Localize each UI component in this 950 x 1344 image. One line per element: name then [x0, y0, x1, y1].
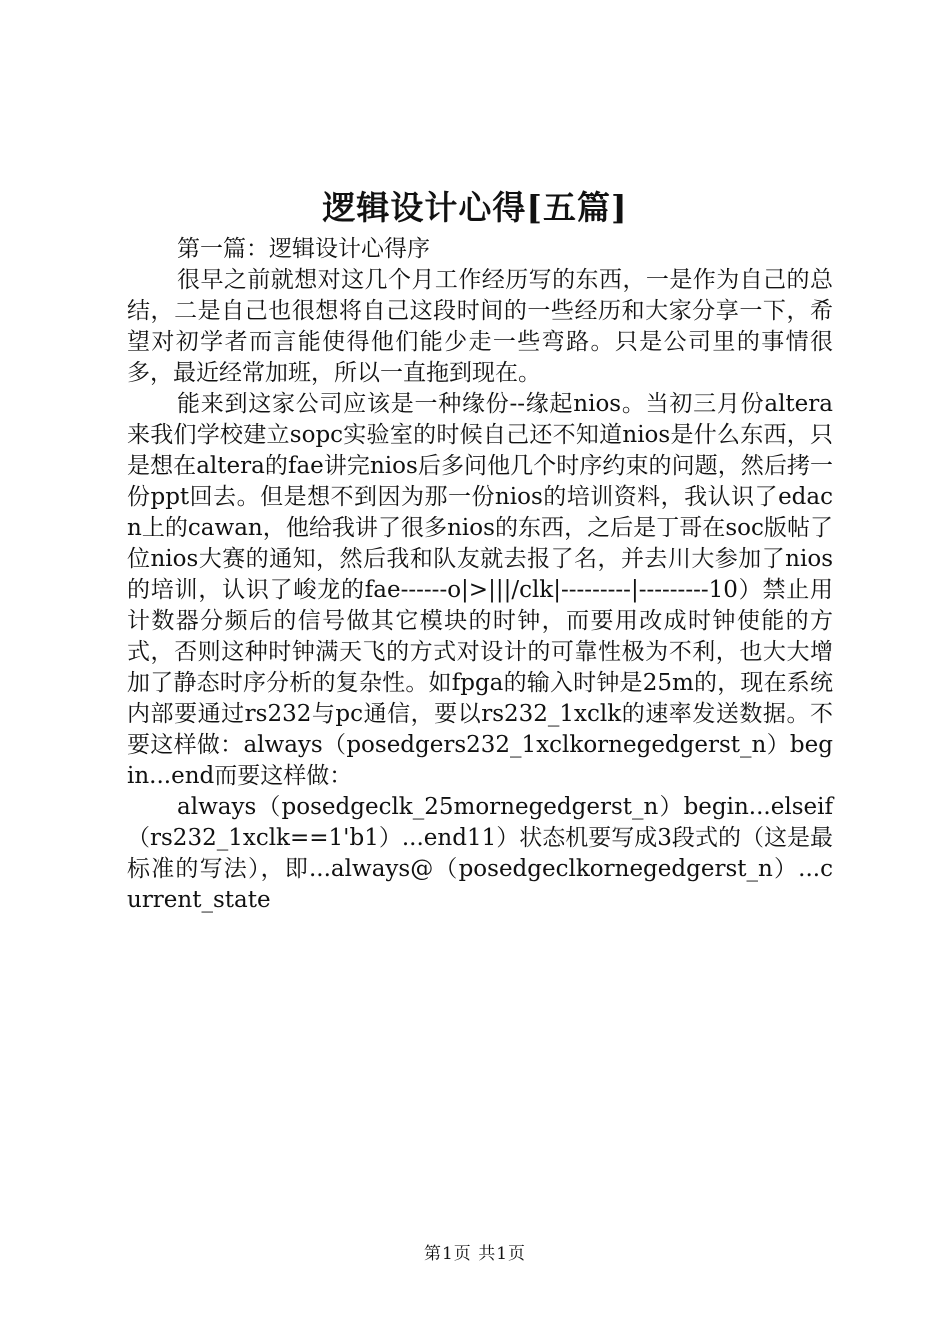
- document-title: 逻辑设计心得[五篇]: [322, 188, 628, 227]
- paragraph-nios: 能来到这家公司应该是一种缘份--缘起nios。当初三月份altera来我们学校建立sopc实验室的时候自己还不知道nios是什么东西，只是想在altera的fae讲完nios后多问他几个时序约束的问题，然后拷一份ppt回去。但是想不到因为那一份nios的培训资料，我认识了edacn上的cawan，他给我讲了很多nios的东西，之后是丁哥在soc版帖了位nios大赛的通知，然后我和队友就去报了名，并去川大参加了nios的培训，认识了峻龙的fae------o|>|||/clk|---------|---------10）禁止用计数器分频后的信号做其它模块的时钟，而要用改成时钟使能的方式，否则这种时钟满天飞的方式对设计的可靠性极为不利，也大大增加了静态时序分析的复杂性。如fpga的输入时钟是25m的，现在系统内部要通过rs232与pc通信，要以rs232_1xclk的速率发送数据。不要这样做：always（posedgers232_1xclkornegedgerst_n）begin...end而要这样做：: [127, 391, 833, 789]
- page-footer: 第1页 共1页: [423, 1244, 527, 1264]
- section-heading: 第一篇：逻辑设计心得序: [177, 236, 430, 262]
- document-body: [127, 234, 833, 916]
- paragraph-intro: 很早之前就想对这几个月工作经历写的东西，一是作为自己的总结，二是自己也很想将自己这段时间的一些经历和大家分享一下，希望对初学者而言能使得他们能少走一些弯路。只是公司里的事情很多，最近经常加班，所以一直拖到现在。: [127, 267, 833, 386]
- paragraph-always: always（posedgeclk_25mornegedgerst_n）begin...elseif（rs232_1xclk==1'b1）...end11）状态机要写成3段式的（这是最标准的写法），即...always@（posedgeclkornegedgerst_n）...current_state: [127, 794, 833, 913]
